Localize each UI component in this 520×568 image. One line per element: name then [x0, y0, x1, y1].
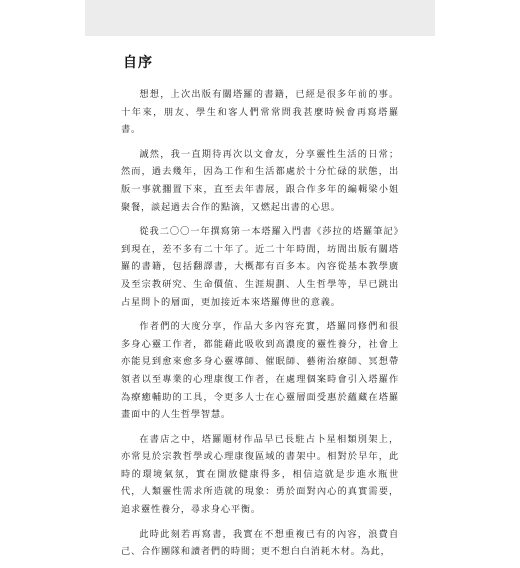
- paragraph-1: 想想，上次出版有關塔羅的書籍，已經是很多年前的事。十年來，朋友、學生和客人們常常問我甚麼時候會再寫塔羅書。: [121, 89, 399, 136]
- paragraph-4: 作者們的大度分享，作品大多內容充實，塔羅同修們和很多身心靈工作者，都能藉此吸收到高濃度的靈性養分，社會上亦能見到愈來愈多身心靈導師、催眠師、藝術治療師、冥想帶領者以至專業的心理康復工作者，在處理個案時會引入塔羅作為療癒輔助的工具，令更多人士在心靈層面受惠於蘊藏在塔羅畫面中的人生哲學智慧。: [121, 321, 399, 421]
- top-margin-band: [85, 0, 435, 36]
- paragraph-6: 此時此刻若再寫書，我實在不想重複已有的內容，浪費自己、合作團隊和讀者們的時間；更不想白白消耗木材。為此，: [121, 528, 399, 558]
- body-text: [121, 86, 399, 568]
- paragraph-5: 在書店之中，塔羅題材作品早已長駐占卜星相類別架上，亦常見於宗教哲學或心理康復區域的書架中。相對於早年，此時的環境氣氛，實在開放健康得多，相信這就是步進水瓶世代，人類靈性需求所造就的現象：勇於面對內心的真實需要，追求靈性養分，尋求身心平衡。: [121, 433, 399, 516]
- page-title: 自序: [123, 55, 153, 71]
- paragraph-2: 誠然，我一直期待再次以文會友，分享靈性生活的日常；然而，過去幾年，因為工作和生活都處於十分忙碌的狀態，出版一事就擱置下來，直至去年書展，跟合作多年的編輯梁小姐聚餐，談起過去合作的點滴，又燃起出書的心思。: [121, 148, 399, 213]
- paragraph-3: 從我二〇〇一年撰寫第一本塔羅入門書《莎拉的塔羅筆記》到現在，差不多有二十年了。近二十年時間，坊間出版有關塔羅的書籍，包括翻譯書，大概都有百多本。內容從基本教學廣及至宗教研究、生命價值、生涯規劃、人生哲學等，早已跳出占星問卜的層面，更加接近本來塔羅傳世的意義。: [121, 226, 399, 308]
- document-page: [85, 36, 435, 558]
